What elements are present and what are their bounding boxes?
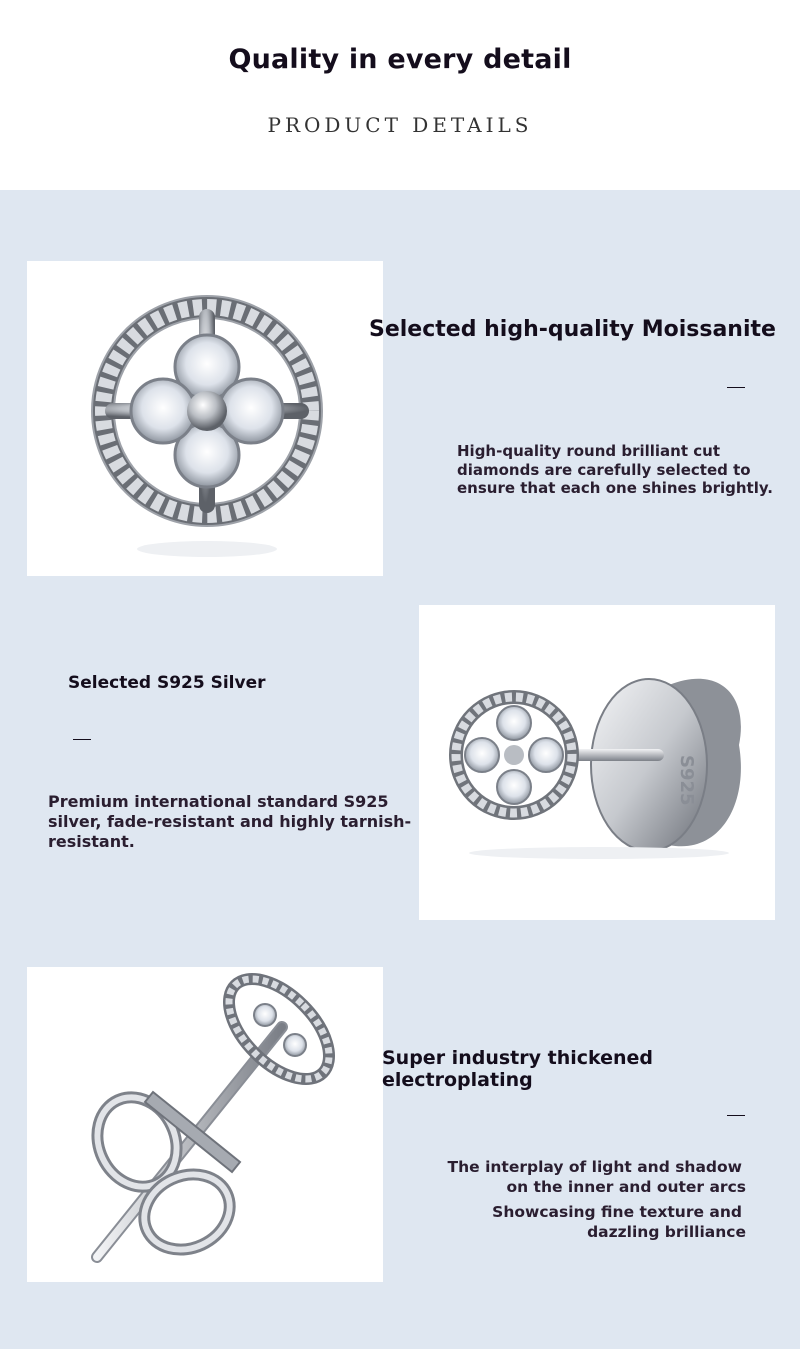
description-line: resistant. [48,832,135,851]
description-line: diamonds are carefully selected to [457,460,751,479]
earring-front-photo [27,261,383,576]
feature-description-silver [48,792,411,852]
description-line: High-quality round brilliant cut [457,442,720,460]
description-line: dazzling brilliance [587,1223,746,1241]
description-line: The interplay of light and shadow [447,1158,742,1176]
page-subtitle: PRODUCT DETAILS [267,113,533,137]
stamp-text: S925 [676,755,697,806]
header-section [0,0,800,190]
dash-divider [727,1115,745,1116]
feature-title-silver: Selected S925 Silver [68,673,266,693]
earring-side-photo [419,605,775,920]
feature-description-moissanite [457,442,773,498]
feature-description-electroplating [440,1157,746,1242]
description-line: Premium international standard S925 [48,792,389,811]
earring-side-icon [419,605,775,920]
dash-divider [727,387,745,388]
description-line: ensure that each one shines brightly. [457,479,773,497]
earring-angle-icon [27,967,383,1282]
feature-title-electroplating: Super industry thickened electroplating [382,1047,654,1091]
description-line: silver, fade-resistant and highly tarnish- [48,812,412,831]
dash-divider [73,739,91,740]
page-title: Quality in every detail [228,44,572,75]
feature-title-moissanite: Selected high-quality Moissanite [369,317,776,342]
description-line: on the inner and outer arcs [506,1178,746,1196]
earring-angle-photo [27,967,383,1282]
description-line: Showcasing fine texture and [492,1203,742,1221]
earring-front-icon [27,261,383,576]
